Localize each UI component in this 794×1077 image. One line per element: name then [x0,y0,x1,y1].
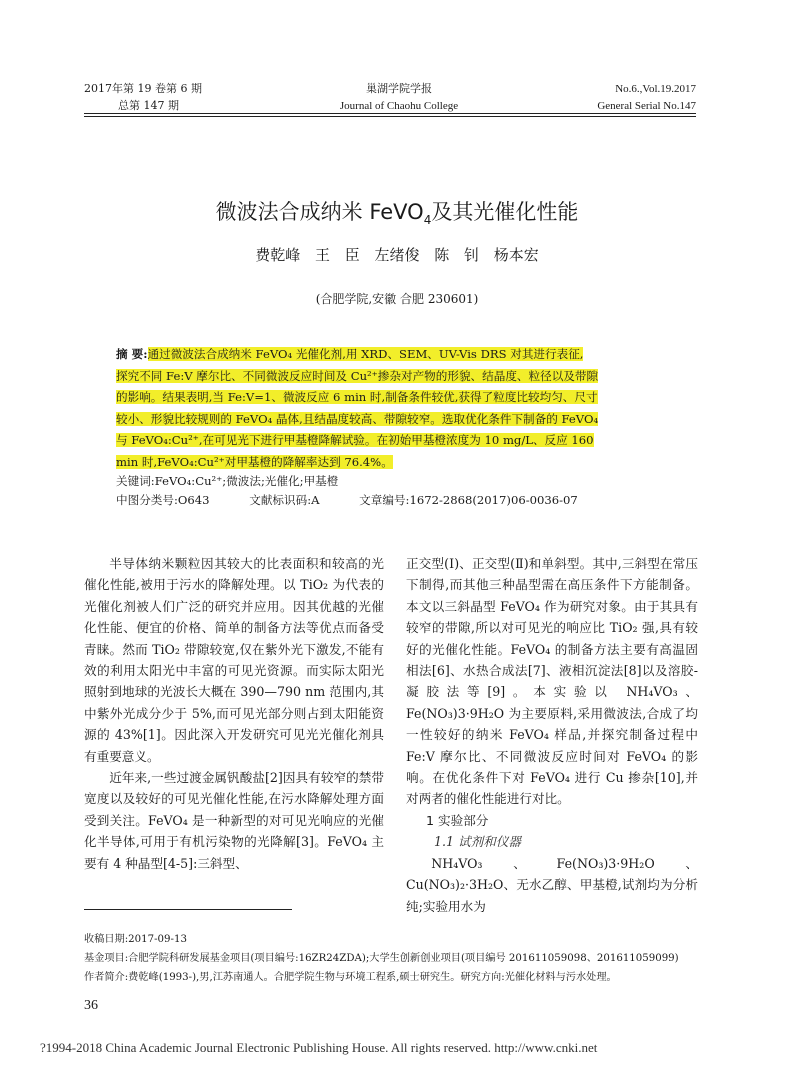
subsection-heading: 1.1 试剂和仪器 [434,834,522,850]
abstract [116,344,668,473]
article-number: 1672-2868(2017)06-0036-07 [409,493,578,507]
abstract-label: 摘 要: [116,347,148,361]
body-left-column [84,553,384,874]
footnote-fund: 基金项目:合肥学院科研发展基金项目(项目编号:16ZR24ZDA);大学生创新创业项目(项目编号 201611059098、201611059099) [84,953,679,964]
paper-title: 微波法合成纳米 FeVO$_4$及其光催化性能 [215,200,579,228]
abstract-line-1: 摘 要:通过微波法合成纳米 FeVO₄ 光催化剂,用 XRD、SEM、UV-Vis DRS 对其进行表征, [116,347,584,361]
copyright-notice: ?1994-2018 China Academic Journal Electronic Publishing House. All rights reserved. http://www.cnki.net [40,1040,598,1055]
footnote-rule [84,909,292,910]
abstract-line-4: 较小、形貌比较规则的 FeVO₄ 晶体,且结晶度较高、带隙较窄。选取优化条件下制备的 FeVO₄ [116,411,599,426]
header-volume: 2017年第 19 卷第 6 期 [84,82,202,95]
body-right-column [406,553,698,917]
abstract-line-2: 探究不同 Fe:V 摩尔比、不同微波反应时间及 Cu²⁺掺杂对产物的形貌、结晶度、粒径以及带隙 [116,368,599,383]
header-general-serial: General Serial No.147 [597,100,696,112]
clc-number: O643 [177,493,210,507]
keywords-text: FeVO₄:Cu²⁺;微波法;光催化;甲基橙 [154,474,339,488]
affiliation: (合肥学院,安徽 合肥 230601) [315,292,479,306]
body-paragraph: 正交型(Ⅰ)、正交型(Ⅱ)和单斜型。其中,三斜型在常压下制得,而其他三种晶型需在高压条件下方能制备。本文以三斜晶型 FeVO₄ 作为研究对象。由于其具有较窄的带隙,所以对可见光的响应比 TiO₂ 强,具有较好的光催化性能。FeVO₄ 的制备方法主要有高温固相法[6]、水热合成法[7]、液相沉淀法[8]以及溶胶-凝胶法等[9]。本实验以 NH₄VO₃、Fe(NO₃)3·9H₂O 为主要原料,采用微波法,合成了均一性较好的纳米 FeVO₄ 样品,并探究制备过程中 Fe:V 摩尔比、不同微波反应时间对 FeVO₄ 的影响。在优化条件下对 FeVO₄ 进行 Cu 掺杂[10],并对两者的催化性能进行对比。 [406,556,698,807]
body-paragraph: NH₄VO₃、Fe(NO₃)3·9H₂O、Cu(NO₃)₂·3H₂O、无水乙醇、甲基橙,试剂均为分析纯;实验用水为 [406,855,698,914]
body-paragraph: 近年来,一些过渡金属钒酸盐[2]因具有较窄的禁带宽度以及较好的可见光催化性能,在污水降解处理方面受到关注。FeVO₄ 是一种新型的对可见光响应的光催化半导体,可用于有机污染物的光降解[3]。FeVO₄ 主要有 4 种晶型[4-5]:三斜型、 [84,770,384,871]
footnote-author: 作者简介:费乾峰(1993-),男,江苏南通人。合肥学院生物与环境工程系,硕士研究生。研究方向:光催化材料与污水处理。 [84,972,617,983]
keywords-label: 关键词: [116,474,155,488]
header-rule-top [84,113,696,114]
body-paragraph: 半导体纳米颗粒因其较大的比表面积和较高的光催化性能,被用于污水的降解处理。以 TiO₂ 为代表的光催化剂被人们广泛的研究并应用。因其优越的光催化性能、便宜的价格、简单的制备方法等优点而备受青睐。然而 TiO₂ 带隙较宽,仅在紫外光下激发,不能有效的利用太阳光中丰富的可见光资源。而实际太阳光照射到地球的光波长大概在 390—790 nm 范围内,其中紫外光成分少于 5%,而可见光部分则占到太阳能资源的 43%[1]。因此深入开发研究可见光光催化剂具有重要意义。 [84,556,384,764]
author-list: 费乾峰 王 臣 左绪俊 陈 钊 杨本宏 [255,246,539,264]
doc-code: A [311,493,320,507]
section-heading: 1 实验部分 [426,812,489,828]
abstract-line-6: min 时,FeVO₄:Cu²⁺对甲基橙的降解率达到 76.4%。 [116,454,393,469]
header-serial: 总第 147 期 [118,99,179,112]
header-journal-cn: 巢湖学院学报 [366,82,432,95]
page-number: 36 [84,998,98,1013]
header-issue: No.6.,Vol.19.2017 [615,83,696,95]
keywords [116,472,676,490]
abstract-line-3: 的影响。结果表明,当 Fe:V=1、微波反应 6 min 时,制备条件较优,获得了粒度比较均匀、尺寸 [116,390,598,404]
classification-line: 中图分类号:O643 文献标识码:A 文章编号:1672-2868(2017)06-0036-07 [116,493,578,507]
abstract-line-5: 与 FeVO₄:Cu²⁺,在可见光下进行甲基橙降解试验。在初始甲基橙浓度为 10 mg/L、反应 160 [116,433,594,447]
footnote-received: 收稿日期:2017-09-13 [84,934,187,945]
header-journal-en: Journal of Chaohu College [339,100,459,112]
header-rule-bottom [84,116,696,117]
